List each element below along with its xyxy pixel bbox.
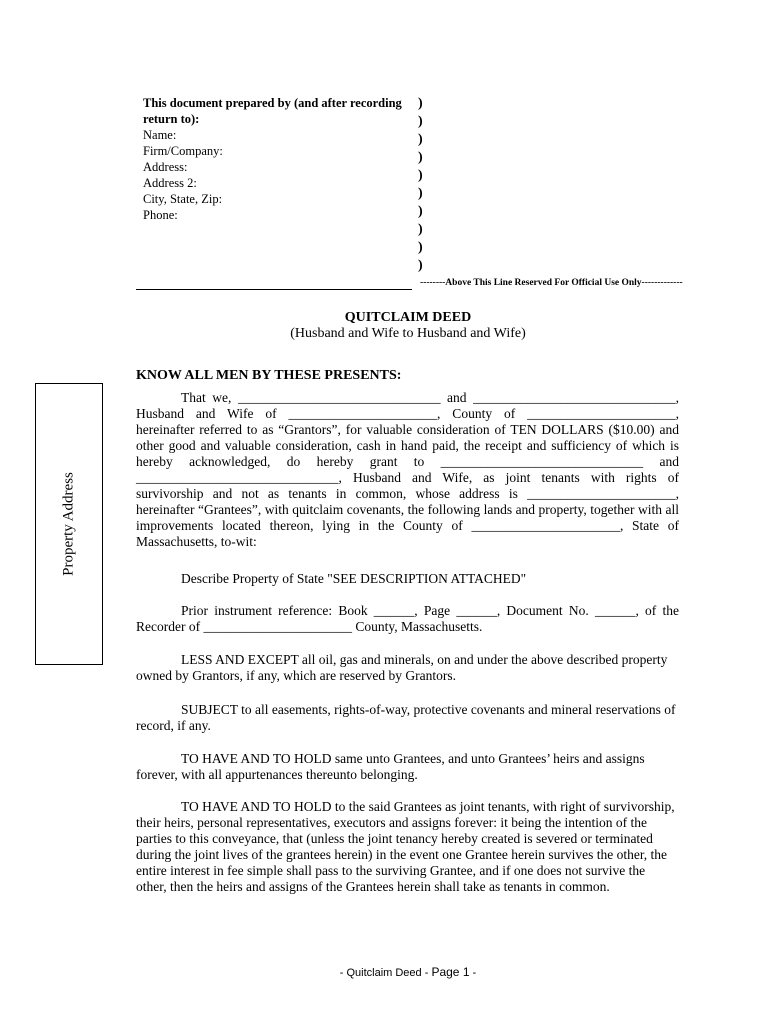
know-all-heading: KNOW ALL MEN BY THESE PRESENTS: xyxy=(136,368,402,383)
footer-suffix: - xyxy=(469,967,477,979)
grant-paragraph: That we, ______________________________ and ______________________________, Husband and Wife of ______________________, County of ______________________, hereinafter referred to as “Grantors”, for valuable consideration of TEN DOLLARS ($10.00) and other good and valuable consideration, cash in hand paid, the receipt and sufficiency of which is hereby acknowledged, do hereby grant to ______________________________ and ______________________________, Husband and Wife, as joint tenants with rights of survivorship and not as tenants in common, whose address is ______________________, hereinafter “Grantees”, with quitclaim covenants, the following lands and property, together with all improvements located thereon, lying in the County of ______________________, State of Massachusetts, to-wit: xyxy=(136,390,679,549)
paren: ) xyxy=(418,168,423,183)
paren: ) xyxy=(418,240,423,255)
field-firm: Firm/Company: xyxy=(143,144,223,158)
field-phone: Phone: xyxy=(143,208,178,222)
parenthesis-column xyxy=(418,95,423,275)
property-address-label: Property Address xyxy=(60,472,77,576)
field-city-state-zip: City, State, Zip: xyxy=(143,192,223,206)
prepared-by-heading-cont: return to): xyxy=(143,112,200,126)
footer-page-number: Page 1 xyxy=(431,965,470,979)
signature-rule xyxy=(136,289,412,290)
paren: ) xyxy=(418,114,423,129)
paren: ) xyxy=(418,186,423,201)
joint-tenancy-paragraph: TO HAVE AND TO HOLD to the said Grantees as joint tenants, with right of survivorship, their heirs, personal representatives, executors and assigns forever: it being the intention of the parties to this conveyance, that (unless the joint tenancy hereby created is severed or terminated during the joint lives of the grantees herein) in the event one Grantee herein survives the other, the entire interest in fee simple shall pass to the surviving Grantee, and if one does not survive the other, then the heirs and assigns of the Grantees herein shall take as tenants in common. xyxy=(136,799,675,894)
page-footer xyxy=(0,965,770,979)
document-subtitle: (Husband and Wife to Husband and Wife) xyxy=(290,326,526,341)
prepared-by-heading: This document prepared by (and after recording xyxy=(143,96,402,110)
field-name: Name: xyxy=(143,128,177,142)
paren: ) xyxy=(418,150,423,165)
habendum-paragraph: TO HAVE AND TO HOLD same unto Grantees, and unto Grantees’ heirs and assigns forever, with all appurtenances thereunto belonging. xyxy=(136,751,645,782)
paren: ) xyxy=(418,222,423,237)
paren: ) xyxy=(418,204,423,219)
property-address-box xyxy=(35,383,103,665)
field-address-2: Address 2: xyxy=(143,176,197,190)
prior-instrument-paragraph: Prior instrument reference: Book ______, Page ______, Document No. ______, of the Recorder of ______________________ County, Massachusetts. xyxy=(136,603,679,634)
field-address: Address: xyxy=(143,160,188,174)
less-and-except-paragraph: LESS AND EXCEPT all oil, gas and minerals, on and under the above described property owned by Grantors, if any, which are reserved by Grantors. xyxy=(136,652,668,683)
paren: ) xyxy=(418,258,423,273)
subject-to-paragraph: SUBJECT to all easements, rights-of-way, protective covenants and mineral reservations of record, if any. xyxy=(136,702,676,733)
footer-doc-name: - Quitclaim Deed - xyxy=(339,967,432,979)
paren: ) xyxy=(418,96,423,111)
document-title: QUITCLAIM DEED xyxy=(344,310,472,325)
property-description: Describe Property of State "SEE DESCRIPTION ATTACHED" xyxy=(181,571,527,586)
prepared-by-block xyxy=(143,95,413,223)
paren: ) xyxy=(418,132,423,147)
reserved-notice: --------Above This Line Reserved For Official Use Only------------- xyxy=(420,278,683,288)
